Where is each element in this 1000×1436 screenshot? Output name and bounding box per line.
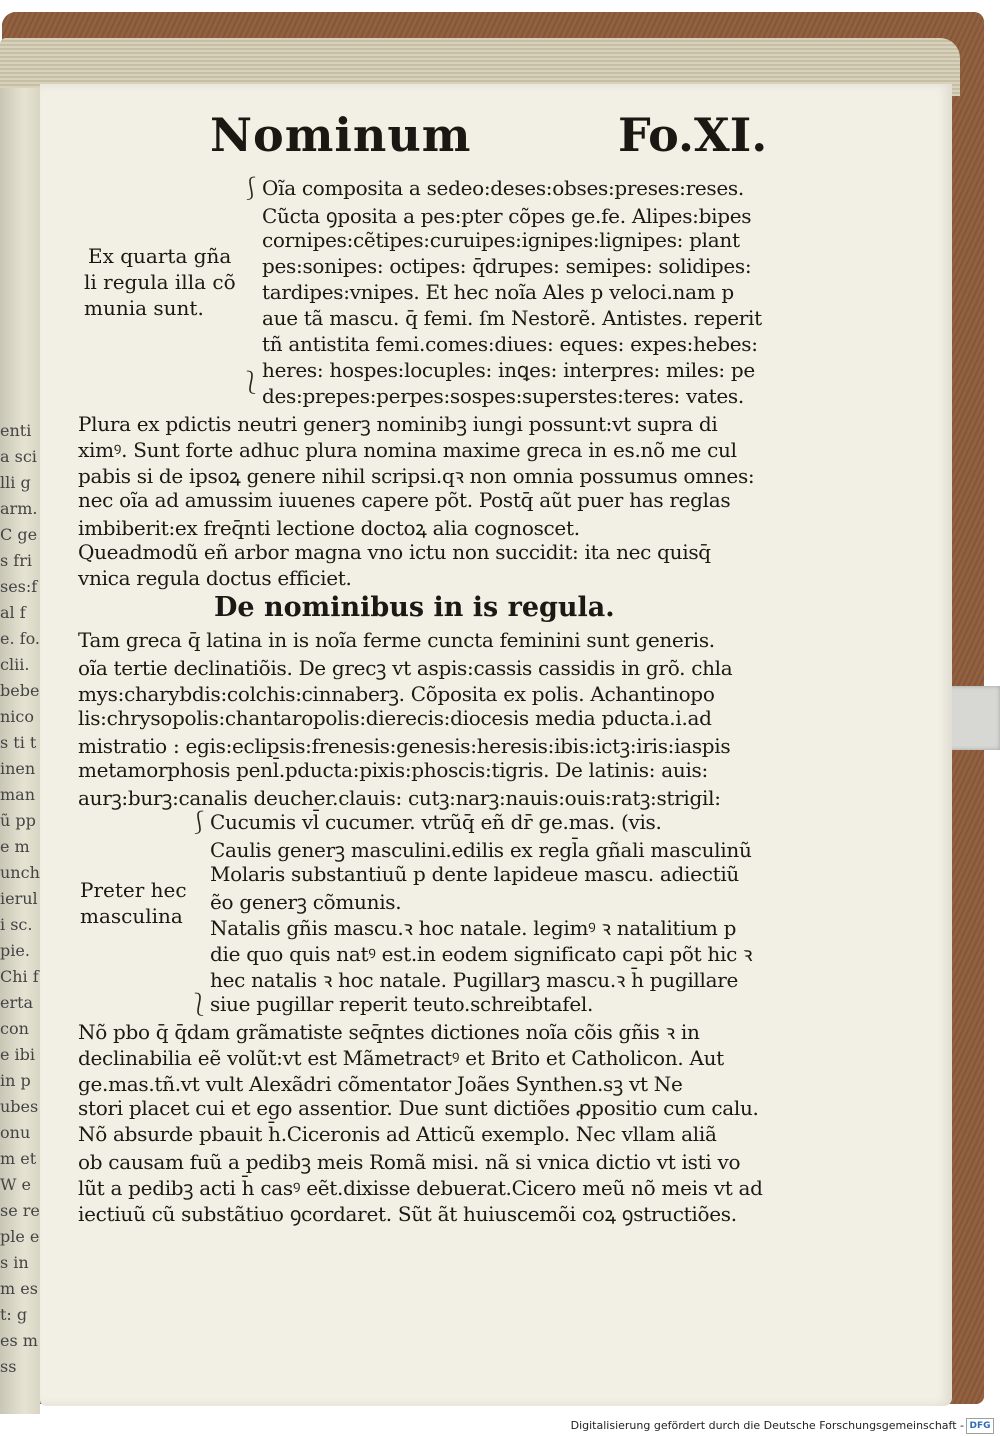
text-line: tñ antistita femi.comes:diues: eques: expes:hebes: <box>262 332 758 356</box>
running-header-title: Nominum <box>210 108 472 162</box>
brace-open: ⎰ <box>188 811 211 836</box>
text-line: Natalis gñis mascu.ꝛ hoc natale. legimꝰ ꝛ natalitium p <box>210 916 737 940</box>
section-heading: De nominibus in is regula. <box>214 592 615 623</box>
text-line: siue pugillar reperit teuto.schreibtafel. <box>210 992 594 1016</box>
dfg-logo: DFG <box>966 1418 994 1434</box>
brace-close: ⎱ <box>240 371 263 396</box>
text-line: Queadmodũ eñ arbor magna vno ictu non succidit: ita nec quisq̄ <box>78 540 711 564</box>
left-page-fragment-text: entia scilli garm. C ges fri ses:fal fe. fo. clii. bebe nicos ti tinen manũ ppe munch ieruli sc.pie. Chi ferta con e ibi in pubes onum et W e se reple es inm est: g es mss <box>0 421 40 1376</box>
text-line: vnica regula doctus efficiet. <box>78 566 352 590</box>
margin-note: li regula illa cõ <box>84 270 236 294</box>
text-line: Caulis generꝫ masculini.edilis ex regl̄a gñali masculinũ <box>210 838 752 862</box>
text-line: cornipes:cẽtipes:curuipes:ignipes:lignipes: plant <box>262 228 740 252</box>
text-line: hec natalis ꝛ hoc natale. Pugillarꝫ mascu.ꝛ h̄ pugillare <box>210 968 739 992</box>
text-line: nec oĩa ad amussim iuuenes capere põt. Postq̄ aũt puer has reglas <box>78 488 731 512</box>
text-line: ẽo generꝫ cõmunis. <box>210 890 402 914</box>
brace-open: ⎰ <box>240 177 263 202</box>
margin-note: Preter hec <box>80 878 187 902</box>
text-line: ge.mas.tñ.vt vult Alexãdri cõmentator Joães Synthen.sꝫ vt Ne <box>78 1072 683 1096</box>
text-line: tardipes:vnipes. Et hec noĩa Ales p veloci.nam p <box>262 280 734 304</box>
text-line: pes:sonipes: octipes: q̄drupes: semipes: solidipes: <box>262 254 752 278</box>
text-line: heres: hospes:locuples: inꝗes: interpres: miles: pe <box>262 358 755 382</box>
folio-number: Fo.XI. <box>618 108 768 162</box>
text-line: imbiberit:ex freq̄nti lectione doctoꝝ alia cognoscet. <box>78 516 580 540</box>
text-line: Plura ex pdictis neutri generꝫ nominibꝫ iungi possunt:vt supra di <box>78 412 718 436</box>
text-line: lis:chrysopolis:chantaropolis:dierecis:diocesis media pducta.i.ad <box>78 706 712 730</box>
text-line: Cucumis vl̄ cucumer. vtrũq̄ eñ dr̄ ge.mas. (vis. <box>210 810 662 834</box>
text-line: iectiuũ cũ substãtiuo ꝯcordaret. Sũt ãt huiuscemõi coꝝ ꝯstructiões. <box>78 1202 737 1226</box>
text-line: die quo quis natꝰ est.in eodem significato capi põt hic ꝛ <box>210 942 753 966</box>
text-line: stori placet cui et ego assentior. Due sunt dictiões ꝓpositio cum calu. <box>78 1096 759 1120</box>
margin-note: Ex quarta gña <box>88 244 232 268</box>
margin-note: munia sunt. <box>84 296 204 320</box>
text-line: Tam greca q̄ latina in is noĩa ferme cuncta feminini sunt generis. <box>78 628 715 652</box>
text-line: ximꝰ. Sunt forte adhuc plura nomina maxime greca in es.nõ me cul <box>78 438 737 462</box>
text-line: Oĩa composita a sedeo:deses:obses:preses:reses. <box>262 176 744 200</box>
left-page-edge <box>0 88 40 1414</box>
margin-note: masculina <box>80 904 183 928</box>
text-line: declinabilia eẽ volũt:vt est Mãmetractꝰ et Brito et Catholicon. Aut <box>78 1046 724 1070</box>
text-line: Molaris substantiuũ p dente lapideue mascu. adiectiũ <box>210 862 739 886</box>
text-line: mys:charybdis:colchis:cinnaberꝫ. Cõposita ex polis. Achantinopo <box>78 682 715 706</box>
text-line: Nõ absurde pbauit h̄.Ciceronis ad Atticũ exemplo. Nec vllam aliã <box>78 1122 717 1146</box>
brace-close: ⎱ <box>188 993 211 1018</box>
text-line: lũt a pedibꝫ acti h̄ casꝰ eẽt.dixisse debuerat.Cicero meũ nõ meis vt ad <box>78 1176 763 1200</box>
text-line: ob causam fuũ a pedibꝫ meis Romã misi. nã si vnica dictio vt isti vo <box>78 1150 741 1174</box>
text-line: aue tã mascu. q̄ femi. ſm Nestorẽ. Antistes. reperit <box>262 306 762 330</box>
text-line: oĩa tertie declinatiõis. De grecꝫ vt aspis:cassis cassidis in grõ. chla <box>78 656 733 680</box>
text-line: mistratio : egis:eclipsis:frenesis:genesis:heresis:ibis:ictꝫ:iris:iaspis <box>78 734 731 758</box>
text-line: aurꝫ:burꝫ:canalis deucher.clauis: cutꝫ:narꝫ:nauis:ouis:ratꝫ:strigil: <box>78 786 721 810</box>
text-line: des:prepes:perpes:sospes:superstes:teres: vates. <box>262 384 744 408</box>
text-line: Nõ pbo q̄ q̄dam grãmatiste seq̄ntes dictiones noĩa cõis gñis ꝛ in <box>78 1020 700 1044</box>
text-line: metamorphosis penl̄.pducta:pixis:phoscis:tigris. De latinis: auis: <box>78 758 708 782</box>
funding-credit: Digitalisierung gefördert durch die Deutsche Forschungsgemeinschaft - <box>570 1419 964 1432</box>
text-line: Cũcta ꝯposita a pes:pter cõpes ge.fe. Alipes:bipes <box>262 204 752 228</box>
text-line: pabis si de ipsoꝝ genere nihil scripsi.qꝛ non omnia possumus omnes: <box>78 464 755 488</box>
